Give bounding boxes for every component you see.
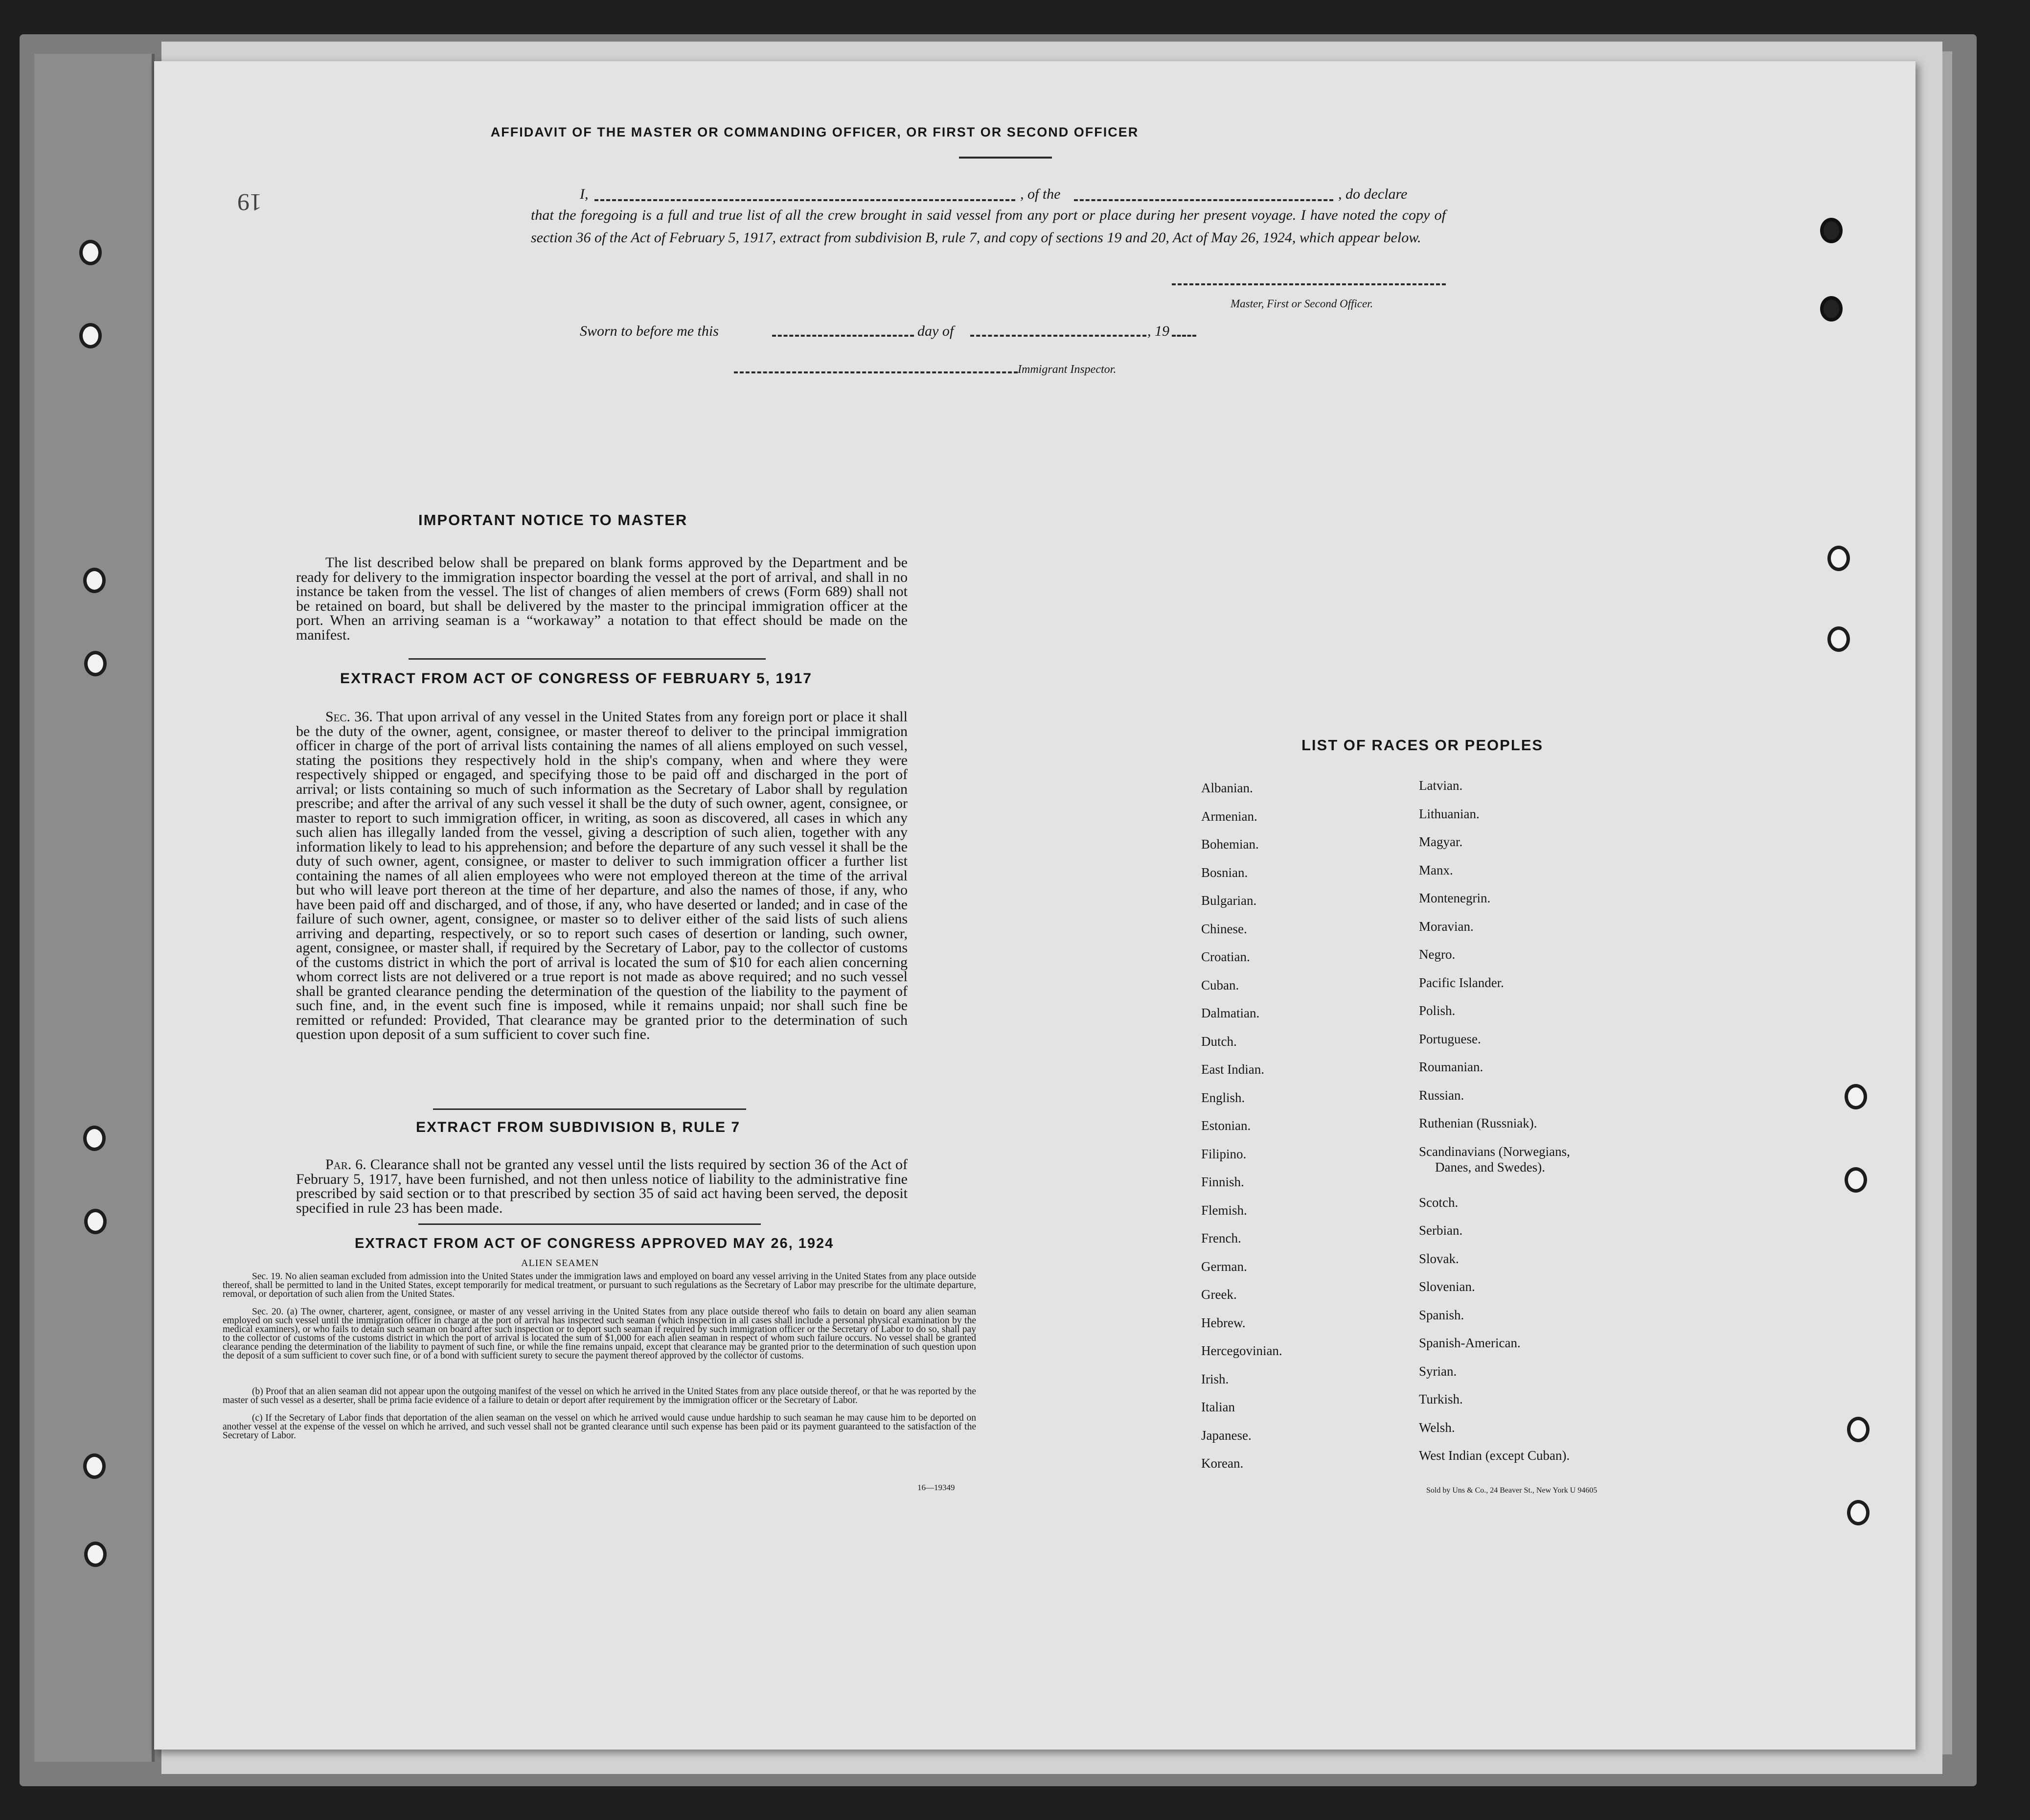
year-label: , 19	[1147, 323, 1169, 339]
binder-hole	[84, 651, 107, 676]
extract-1917-text	[296, 710, 908, 1042]
master-label: Master, First or Second Officer.	[1231, 298, 1373, 310]
binder-hole	[1847, 1500, 1870, 1525]
race-item: Bosnian.	[1201, 865, 1248, 880]
sec-36-label: Sec. 36.	[325, 709, 373, 725]
race-item: Hebrew.	[1201, 1315, 1246, 1330]
race-item: Slovak.	[1419, 1251, 1459, 1266]
race-item: Latvian.	[1419, 778, 1463, 793]
race-item: Danes, and Swedes).	[1435, 1159, 1545, 1175]
binder-hole	[1845, 1167, 1867, 1193]
section-rule	[409, 658, 766, 660]
race-item: Russian.	[1419, 1087, 1464, 1103]
race-item: Turkish.	[1419, 1392, 1463, 1406]
binder-hole	[84, 1542, 107, 1567]
race-item: East Indian.	[1201, 1062, 1264, 1077]
race-item: Manx.	[1419, 862, 1453, 877]
race-item: Dalmatian.	[1201, 1006, 1260, 1020]
binder-hole	[83, 1453, 106, 1479]
affidavit-i: I,	[580, 186, 589, 202]
affidavit-title: AFFIDAVIT OF THE MASTER OR COMMANDING OFFICER, OR FIRST OR SECOND OFFICER	[490, 125, 1139, 139]
race-item: Irish.	[1201, 1371, 1229, 1386]
race-item: Polish.	[1419, 1003, 1456, 1018]
notice-text: The list described below shall be prepared on blank forms approved by the Department and be ready for delivery to the immigration inspector boarding the vessel at the port of arrival, and shall in no instance be taken from the vessel. The list of changes of alien members of crews (Form 689) shall not be retained on board, but shall be delivered by the master to the principal immigration officer at the port. When an arriving seaman is a “workaway” a notation to that effect should be made on the manifest.	[296, 554, 908, 643]
race-item: Armenian.	[1201, 808, 1257, 824]
binder-hole	[1827, 546, 1850, 571]
race-item: Syrian.	[1419, 1363, 1457, 1379]
sworn-day-field[interactable]	[772, 328, 914, 337]
binder-hole	[83, 1126, 106, 1151]
race-item: Serbian.	[1419, 1223, 1463, 1238]
race-item: German.	[1201, 1259, 1247, 1274]
binder-hole	[1820, 296, 1843, 322]
race-item: English.	[1201, 1090, 1245, 1105]
extract-1924-sec20a: Sec. 20. (a) The owner, charterer, agent, consignee, or master of any vessel arriving in the United States from any place outside thereof who fails to detain on board any alien seaman employed on such vessel until the immigration officer in charge at the port of arrival has inspected such seaman (which inspection in all cases shall include a personal physical examination by the medical examiners), or who fails to detain such seaman on board after such inspection or to deport such seaman if required by such immigration officer or the Secretary of Labor to do so, shall pay to the collector of customs of the customs district in which the port of arrival is located the sum of $1,000 for each alien seaman in respect of whom such failure occurs. No vessel shall be granted clearance pending the determination of the liability to payment of such fine, or while the fine remains unpaid, except that clearance may be granted prior to the determination of such question upon the deposit of a sum sufficient to cover such fine, or of a bond with sufficient surety to secure the payment thereof approved by the collector of customs.	[223, 1307, 976, 1361]
vessel-field[interactable]	[1074, 189, 1333, 201]
race-item: Albanian.	[1201, 781, 1253, 795]
extract-1924-sec20c: (c) If the Secretary of Labor finds that deportation of the alien seaman on the vessel on which he arrived would cause undue hardship to such seaman he may cause him to be deported on another vessel at the expense of the vessel on which he arrived, and such vessel shall not be granted clearance until such expense has been paid or its payment guaranteed to the satisfaction of the Secretary of Labor.	[223, 1413, 976, 1441]
race-item: Pacific Islander.	[1419, 975, 1504, 990]
binder-hole	[84, 1209, 107, 1234]
master-signature-field[interactable]	[1172, 281, 1446, 285]
name-field[interactable]	[594, 189, 1015, 201]
race-item: Negro.	[1419, 947, 1456, 962]
affidavit-of-the: , of the	[1020, 186, 1061, 202]
race-item: Italian	[1201, 1400, 1235, 1414]
race-item: Spanish-American.	[1419, 1336, 1521, 1350]
binder-hole	[1820, 218, 1843, 243]
affidavit-declare: , do declare	[1338, 186, 1408, 202]
race-item: Greek.	[1201, 1287, 1237, 1302]
race-item: Croatian.	[1201, 949, 1250, 964]
race-item: Lithuanian.	[1419, 806, 1480, 821]
extract-b7-title: EXTRACT FROM SUBDIVISION B, RULE 7	[416, 1119, 741, 1135]
race-item: French.	[1201, 1231, 1241, 1245]
binder-hole	[83, 568, 106, 593]
race-item: Dutch.	[1201, 1034, 1237, 1049]
race-item: Finnish.	[1201, 1175, 1244, 1189]
sec-36-text: That upon arrival of any vessel in the United States from any foreign port or place it shall be the duty of the owner, agent, consignee, or master thereof to deliver to the principal immigration officer in charge of the port of arrival lists containing the names of all aliens employed on such vessel, stating the positions they respectively hold in the ship's company, when and where they were respectively shipped or engaged, and specifying those to be paid off and discharged in the port of arrival; or lists containing so much of such information as the Secretary of Labor shall by regulation prescribe; and after the arrival of any such vessel it shall be the duty of such owner, agent, consignee, or master to report to such immigration officer, in writing, as soon as discovered, all cases in which any such alien has illegally landed from the vessel, giving a description of such alien, together with any information likely to lead to his apprehension; and before the departure of any such vessel it shall be the duty of such owner, agent, consignee, or master to deliver to such immigration officer a further list containing the names of all alien employees who were not employed thereon at the time of the arrival but who will leave port thereon at the time of her departure, and also the names of those, if any, who have been paid off and discharged, and of those, if any, who have deserted or landed; and in case of the failure of such owner, agent, consignee, or master so to deliver either of the said lists of such aliens arriving and departing, respectively, or so to report such cases of desertion or landing, such owner, agent, consignee, or master shall, if required by the Secretary of Labor, pay to the collector of customs of the customs district in which the port of arrival is located the sum of $10 for each alien concerning whom correct lists are not delivered or a true report is not made as above required; and no such vessel shall be granted clearance pending the determination of the question of the liability to the payment of such fine, and, in the event such fine is imposed, while it remains unpaid; nor shall such fine be remitted or refunded: Provided, That clearance may be granted prior to the determination of such question upon deposit of a sum sufficient to cover such fine.	[296, 709, 908, 1042]
race-item: Scandinavians (Norwegians,	[1419, 1144, 1570, 1159]
race-item: Korean.	[1201, 1456, 1244, 1471]
race-item: Ruthenian (Russniak).	[1419, 1116, 1537, 1130]
inspector-label: Immigrant Inspector.	[1018, 363, 1117, 376]
race-item: Scotch.	[1419, 1195, 1459, 1210]
par-6-label: Par. 6.	[325, 1156, 366, 1173]
extract-1917-title: EXTRACT FROM ACT OF CONGRESS OF FEBRUARY 5, 1917	[340, 670, 812, 687]
race-item: West Indian (except Cuban).	[1419, 1448, 1570, 1463]
affidavit-text: that the foregoing is a full and true list of all the crew brought in said vessel from any port or place during her present voyage. I have noted the copy of section 36 of the Act of February 5, 1917, extract from subdivision B, rule 7, and copy of sections 19 and 20, Act of May 26, 1924, which appear below.	[531, 207, 1446, 246]
inspector-signature-field[interactable]	[734, 369, 1018, 373]
race-item: Roumanian.	[1419, 1060, 1483, 1074]
sworn-label: Sworn to before me this	[580, 323, 719, 339]
race-item: Flemish.	[1201, 1202, 1247, 1218]
race-item: Moravian.	[1419, 919, 1474, 934]
race-item: Cuban.	[1201, 977, 1239, 992]
race-item: Spanish.	[1419, 1307, 1464, 1322]
notice-title: IMPORTANT NOTICE TO MASTER	[418, 511, 688, 529]
race-item: Montenegrin.	[1419, 891, 1491, 905]
race-item: Welsh.	[1419, 1420, 1455, 1435]
binder-hole	[1845, 1084, 1867, 1109]
par-6-text: Clearance shall not be granted any vessel until the lists required by section 36 of the Act of February 5, 1917, have been furnished, and not then unless notice of liability to the administrative fine prescribed by said section or to that prescribed by section 35 of said act having been served, the deposit specified in rule 23 has been made.	[296, 1156, 908, 1216]
printer-imprint: Sold by Uns & Co., 24 Beaver St., New York U 94605	[1426, 1486, 1597, 1495]
sworn-month-field[interactable]	[970, 328, 1146, 337]
race-item: Hercegovinian.	[1201, 1343, 1282, 1358]
section-rule	[433, 1108, 746, 1110]
race-item: Estonian.	[1201, 1118, 1251, 1133]
binder-hole	[1827, 626, 1850, 652]
form-number: 16—19349	[917, 1483, 955, 1492]
race-item: Slovenian.	[1419, 1279, 1475, 1294]
document-page	[154, 61, 1916, 1750]
binder-hole	[1847, 1417, 1870, 1442]
section-rule	[418, 1223, 761, 1225]
races-title: LIST OF RACES OR PEOPLES	[1301, 737, 1544, 754]
binder-strip	[34, 54, 155, 1762]
race-item: Filipino.	[1201, 1146, 1247, 1161]
race-item: Japanese.	[1201, 1428, 1252, 1443]
binder-hole	[79, 240, 102, 265]
title-rule	[959, 157, 1052, 159]
race-item: Portuguese.	[1419, 1031, 1481, 1046]
race-item: Bohemian.	[1201, 837, 1259, 852]
extract-1924-sec19: Sec. 19. No alien seaman excluded from admission into the United States under the immigration laws and employed on board any vessel arriving in the United States from any place outside thereof, shall be permitted to land in the United States, except temporarily for medical treatment, or pursuant to such regulations as the Secretary of Labor may prescribe for the ultimate departure, removal, or deportation of such alien from the United States.	[223, 1271, 976, 1299]
race-item: Magyar.	[1419, 834, 1463, 849]
sworn-year-field[interactable]	[1172, 328, 1196, 337]
extract-b7-text	[296, 1157, 908, 1215]
day-of-label: day of	[917, 323, 954, 339]
race-item: Bulgarian.	[1201, 893, 1257, 908]
binder-hole	[79, 323, 102, 348]
extract-1924-title: EXTRACT FROM ACT OF CONGRESS APPROVED MAY 26, 1924	[355, 1236, 834, 1251]
extract-1924-subtitle: ALIEN SEAMEN	[521, 1258, 599, 1268]
page-stamp: 19	[237, 189, 262, 216]
extract-1924-sec20b: (b) Proof that an alien seaman did not appear upon the outgoing manifest of the vessel on which he arrived in the United States from any place outside thereof, or that he was reported by the master of such vessel as a deserter, shall be prima facie evidence of a failure to detain or deport after requirement by the immigration officer or the Secretary of Labor.	[223, 1386, 976, 1405]
race-item: Chinese.	[1201, 921, 1247, 936]
